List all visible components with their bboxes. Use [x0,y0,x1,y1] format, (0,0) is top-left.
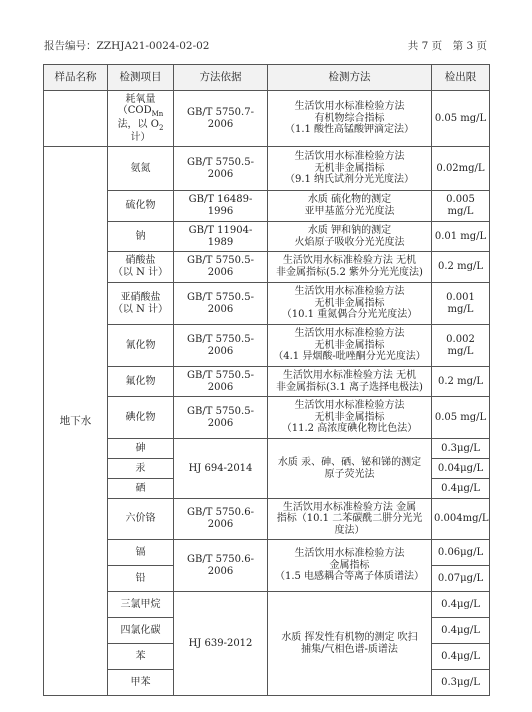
test-method-cell: 生活饮用水标准检验方法 金属指标 （1.5 电感耦合等离子体质谱法） [268,540,432,592]
table-row [44,325,490,367]
test-item-cell: 氟化物 [108,367,174,397]
detection-limit-cell: 0.4μg/L [432,592,490,618]
header-test-method: 检测方法 [268,65,432,91]
table-row [44,191,490,222]
table-row [44,283,490,325]
test-item-cell: 铅 [108,566,174,592]
method-basis-cell: GB/T 5750.5-2006 [174,147,268,191]
sample-name-cell: 地下水 [44,147,108,696]
detection-limit-cell: 0.04μg/L [432,459,490,479]
test-item-cell: 钠 [108,222,174,252]
test-item-cell: 苯 [108,644,174,670]
detection-limit-cell: 0.06μg/L [432,540,490,566]
sample-name-cell-blank [44,91,108,147]
header-sample-name: 样品名称 [44,65,108,91]
test-method-cell: 生活饮用水标准检验方法 无机 非金属指标(5.2 紫外分光光度法) [268,252,432,283]
test-item-cell: 四氯化碳 [108,618,174,644]
test-item-cell: 砷 [108,439,174,459]
test-method-cell: 生活饮用水标准检验方法 有机物综合指标 （1.1 酸性高锰酸钾滴定法） [268,91,432,147]
test-method-cell: 生活饮用水标准检验方法 无机非金属指标 （9.1 纳氏试剂分光光度法） [268,147,432,191]
test-method-cell: 水质 硫化物的测定 亚甲基蓝分光光度法 [268,191,432,222]
test-item-cell: 六价铬 [108,499,174,540]
table-row [44,252,490,283]
test-item-cell: 硫化物 [108,191,174,222]
detection-limit-cell: 0.002 mg/L [432,325,490,367]
detection-limit-cell: 0.05 mg/L [432,91,490,147]
test-method-cell: 生活饮用水标准检验方法 无机非金属指标 （11.2 高浓度碘化物比色法） [268,397,432,439]
table-row [44,397,490,439]
test-item-cell: 汞 [108,459,174,479]
method-basis-cell: HJ 694-2014 [174,439,268,499]
test-method-cell: 水质 挥发性有机物的测定 吹扫 捕集/气相色谱-质谱法 [268,592,432,696]
test-item-cell: 三氯甲烷 [108,592,174,618]
table-row [44,592,490,618]
test-method-cell: 水质 钾和钠的测定 火焰原子吸收分光光度法 [268,222,432,252]
table-header-row [44,65,490,91]
table-row [44,222,490,252]
method-basis-cell: GB/T 5750.7-2006 [174,91,268,147]
detection-limit-cell: 0.4μg/L [432,644,490,670]
report-number-value: ZZHJA21-0024-02-02 [96,40,210,52]
test-item-cell: 耗氧量 （$COD_{Mn}$ 法，以 $O_2$ 计） [108,91,174,147]
test-item-cell: 碘化物 [108,397,174,439]
table-row [44,91,490,147]
test-method-cell: 水质 汞、砷、硒、铋和锑的测定 原子荧光法 [268,439,432,499]
test-item-cell: 甲苯 [108,670,174,696]
detection-limit-cell: 0.01 mg/L [432,222,490,252]
test-item-cell: 氨氮 [108,147,174,191]
detection-limit-cell: 0.4μg/L [432,479,490,499]
detection-limit-cell: 0.004mg/L [432,499,490,540]
test-item-cell: 氰化物 [108,325,174,367]
test-method-cell: 生活饮用水标准检验方法 无机非金属指标 （10.1 重氮偶合分光光度法） [268,283,432,325]
table-row [44,439,490,459]
test-item-cell: 亚硝酸盐 （以 N 计） [108,283,174,325]
header-method-basis: 方法依据 [174,65,268,91]
detection-limit-cell: 0.4μg/L [432,618,490,644]
detection-limit-cell: 0.005 mg/L [432,191,490,222]
page-info: 共 7 页 第 3 页 [407,40,487,52]
method-basis-cell: GB/T 5750.6-2006 [174,499,268,540]
detection-limit-cell: 0.3μg/L [432,439,490,459]
method-basis-cell: HJ 639-2012 [174,592,268,696]
test-method-cell: 生活饮用水标准检验方法 金属 指标（10.1 二苯碳酰二肼分光光 度法） [268,499,432,540]
test-method-cell: 生活饮用水标准检验方法 无机非金属指标 （4.1 异烟酸-吡唑酮分光光度法） [268,325,432,367]
method-basis-cell: GB/T 11904-1989 [174,222,268,252]
header-detection-limit: 检出限 [432,65,490,91]
detection-limit-cell: 0.02mg/L [432,147,490,191]
method-basis-cell: GB/T 5750.5-2006 [174,252,268,283]
detection-limit-cell: 0.2 mg/L [432,252,490,283]
method-basis-cell: GB/T 16489-1996 [174,191,268,222]
table-row [44,147,490,191]
report-number [44,38,210,53]
detection-limit-cell: 0.3μg/L [432,670,490,696]
report-number-label: 报告编号： [44,40,97,52]
table-row [44,540,490,566]
detection-limit-cell: 0.07μg/L [432,566,490,592]
detection-limit-cell: 0.2 mg/L [432,367,490,397]
table-row [44,367,490,397]
test-item-cell: 硒 [108,479,174,499]
method-basis-cell: GB/T 5750.5-2006 [174,367,268,397]
table-row [44,499,490,540]
detection-limit-cell: 0.05 mg/L [432,397,490,439]
test-item-cell: 镉 [108,540,174,566]
detection-limit-cell: 0.001 mg/L [432,283,490,325]
test-item-cell: 硝酸盐 （以 N 计） [108,252,174,283]
method-basis-cell: GB/T 5750.5-2006 [174,325,268,367]
method-basis-cell: GB/T 5750.5-2006 [174,283,268,325]
test-method-cell: 生活饮用水标准检验方法 无机 非金属指标(3.1 离子选择电极法) [268,367,432,397]
method-basis-cell: GB/T 5750.5-2006 [174,397,268,439]
test-method-table [43,64,490,696]
method-basis-cell: GB/T 5750.6-2006 [174,540,268,592]
header-test-item: 检测项目 [108,65,174,91]
